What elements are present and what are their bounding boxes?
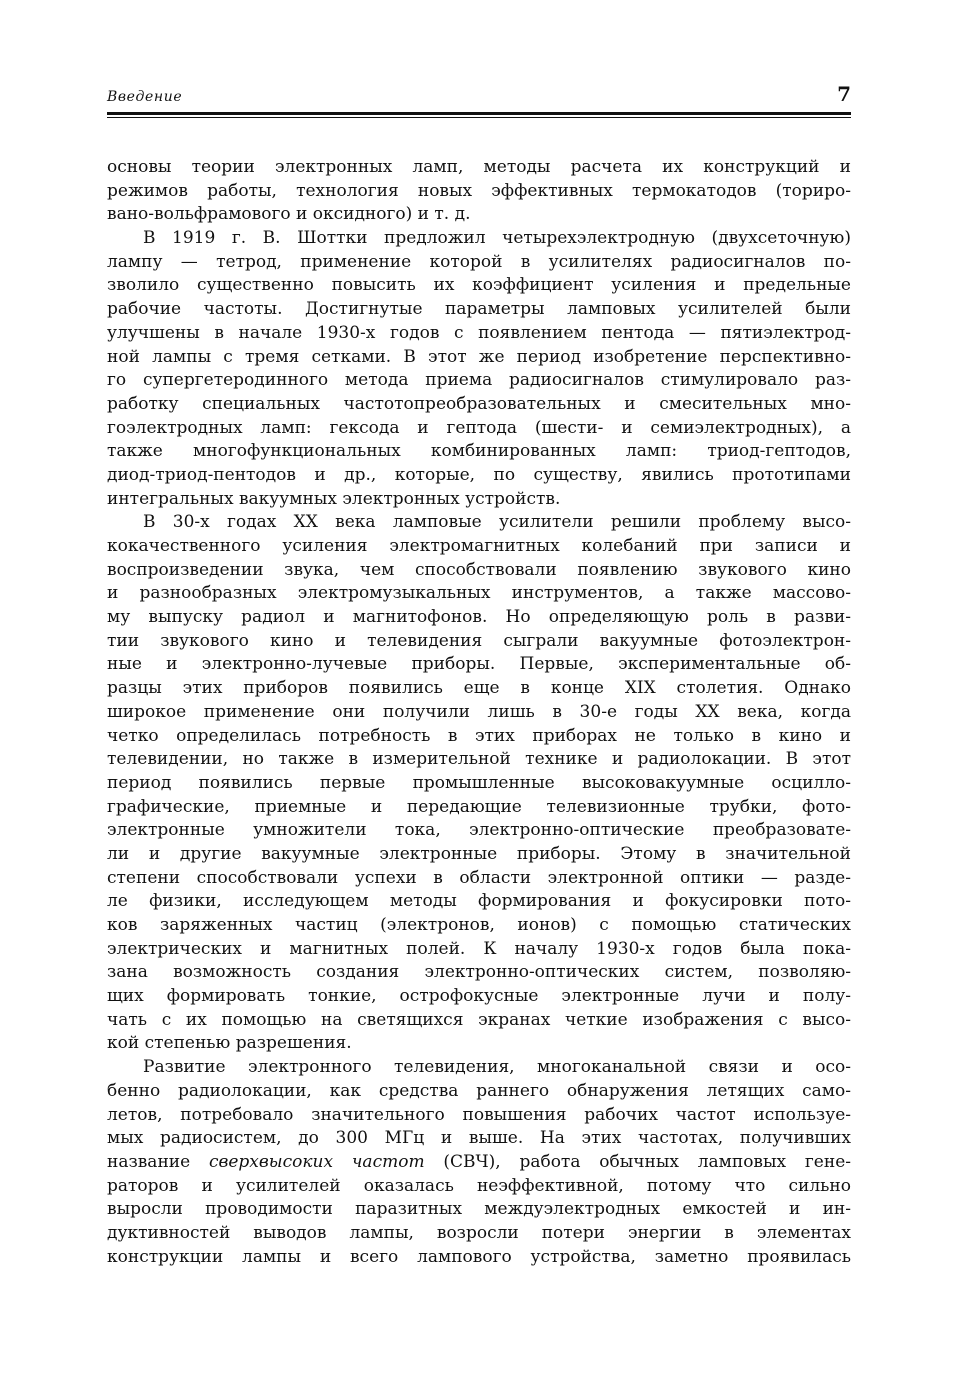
text-line: гоэлектродных ламп: гексода и гептода (шести- и семиэлектродных), а	[107, 417, 851, 438]
text-line: раторов и усилителей оказалась неэффективной, потому что сильно	[107, 1175, 851, 1196]
text-line: также многофункциональных комбинированных ламп: триод-гептодов,	[107, 441, 851, 462]
text-line: диод-триод-пентодов и др., которые, по существу, явились прототипами	[107, 464, 851, 485]
text-line: бенно радиолокации, как средства раннего обнаружения летящих само-	[107, 1080, 851, 1101]
text-line: лампу — тетрод, применение которой в усилителях радиосигналов по-	[107, 251, 851, 272]
text-line: мых радиосистем, до 300 МГц и выше. На этих частотах, получивших	[107, 1128, 851, 1149]
text-line: ли и другие вакуумные электронные приборы. Этому в значительной	[107, 843, 851, 864]
text-line: щих формировать тонкие, острофокусные электронные лучи и полу-	[107, 986, 851, 1007]
page-number: 7	[837, 82, 851, 106]
text-line: ной лампы с тремя сетками. В этот же период изобретение перспективно-	[107, 346, 851, 367]
text-line: широкое применение они получили лишь в 30-е годы XX века, когда	[107, 701, 851, 722]
text-line: и разнообразных электромузыкальных инструментов, а также массово-	[107, 583, 851, 604]
text-line: степени способствовали успехи в области электронной оптики — разде-	[107, 867, 851, 888]
text-line: электрических и магнитных полей. К началу 1930-х годов была пока-	[107, 938, 851, 959]
text-line: дуктивностей выводов лампы, возросли потери энергии в элементах	[107, 1222, 851, 1243]
text-line: кой степенью разрешения.	[107, 1033, 352, 1054]
text-line: чать с их помощью на светящихся экранах четкие изображения с высо-	[107, 1009, 851, 1030]
text-line: период появились первые промышленные высоковакуумные осцилло-	[107, 772, 851, 793]
text-line: тии звукового кино и телевидения сыграли вакуумные фотоэлектрон-	[107, 630, 851, 651]
paragraph	[107, 511, 851, 1056]
running-head: Введение	[107, 89, 183, 105]
text-line: зана возможность создания электронно-оптических систем, позволяю-	[107, 962, 851, 983]
text-line: Развитие электронного телевидения, многоканальной связи и осо-	[143, 1057, 851, 1078]
text-line: интегральных вакуумных электронных устройств.	[107, 488, 561, 509]
text-line: ков заряженных частиц (электронов, ионов) с помощью статических	[107, 915, 851, 935]
text-line: улучшены в начале 1930-х годов с появлением пентода — пятиэлектрод-	[107, 322, 851, 343]
text-line: ные и электронно-лучевые приборы. Первые, экспериментальные об-	[107, 654, 851, 675]
book-page	[107, 78, 851, 1269]
text-line: графические, приемные и передающие телевизионные трубки, фото-	[107, 796, 851, 817]
emphasized-term: сверхвысоких частот	[208, 1151, 425, 1172]
text-line: В 30-х годах XX века ламповые усилители решили проблему высо-	[143, 512, 851, 533]
page-body	[107, 156, 851, 1269]
text-line: работку специальных частотопреобразовательных и смесительных мно-	[107, 393, 851, 414]
paragraph	[107, 227, 851, 511]
text-line: конструкции лампы и всего лампового устройства, заметно проявилась	[107, 1246, 851, 1267]
text-span: название	[107, 1151, 209, 1172]
text-line: В 1919 г. В. Шоттки предложил четырехэлектродную (двухсеточную)	[143, 228, 851, 249]
text-line	[107, 1151, 851, 1175]
header-rule-thin	[107, 117, 851, 118]
text-line: воспроизведении звука, чем способствовали появлению звукового кино	[107, 559, 851, 580]
text-line: вано-вольфрамового и оксидного) и т. д.	[107, 204, 471, 225]
text-line: четко определилась потребность в этих приборах не только в кино и	[107, 725, 851, 746]
page-header	[107, 78, 851, 114]
text-line: телевидении, но также в измерительной технике и радиолокации. В этот	[107, 749, 851, 770]
text-line: зволило существенно повысить их коэффициент усиления и предельные	[107, 275, 851, 296]
text-line: го супергетеродинного метода приема радиосигналов стимулировало раз-	[107, 370, 851, 391]
text-line: рабочие частоты. Достигнутые параметры ламповых усилителей были	[107, 299, 851, 320]
paragraph	[107, 156, 851, 227]
text-line: летов, потребовало значительного повышения рабочих частот используе-	[107, 1104, 851, 1125]
text-line: режимов работы, технология новых эффективных термокатодов (ториро-	[107, 180, 851, 201]
text-line: разцы этих приборов появились еще в конце XIX столетия. Однако	[107, 678, 851, 699]
header-rule-thick	[107, 112, 851, 115]
text-line: основы теории электронных ламп, методы расчета их конструкций и	[107, 157, 851, 177]
paragraph	[107, 1056, 851, 1269]
text-span: (СВЧ), работа обычных ламповых гене-	[424, 1151, 851, 1172]
text-line: ле физики, исследующем методы формирования и фокусировки пото-	[107, 891, 851, 912]
text-line: кокачественного усиления электромагнитных колебаний при записи и	[107, 536, 851, 556]
text-line: му выпуску радиол и магнитофонов. Но определяющую роль в разви-	[107, 607, 851, 628]
text-line: электронные умножители тока, электронно-оптические преобразовате-	[107, 820, 851, 841]
text-line: выросли проводимости паразитных междуэлектродных емкостей и ин-	[107, 1199, 851, 1220]
